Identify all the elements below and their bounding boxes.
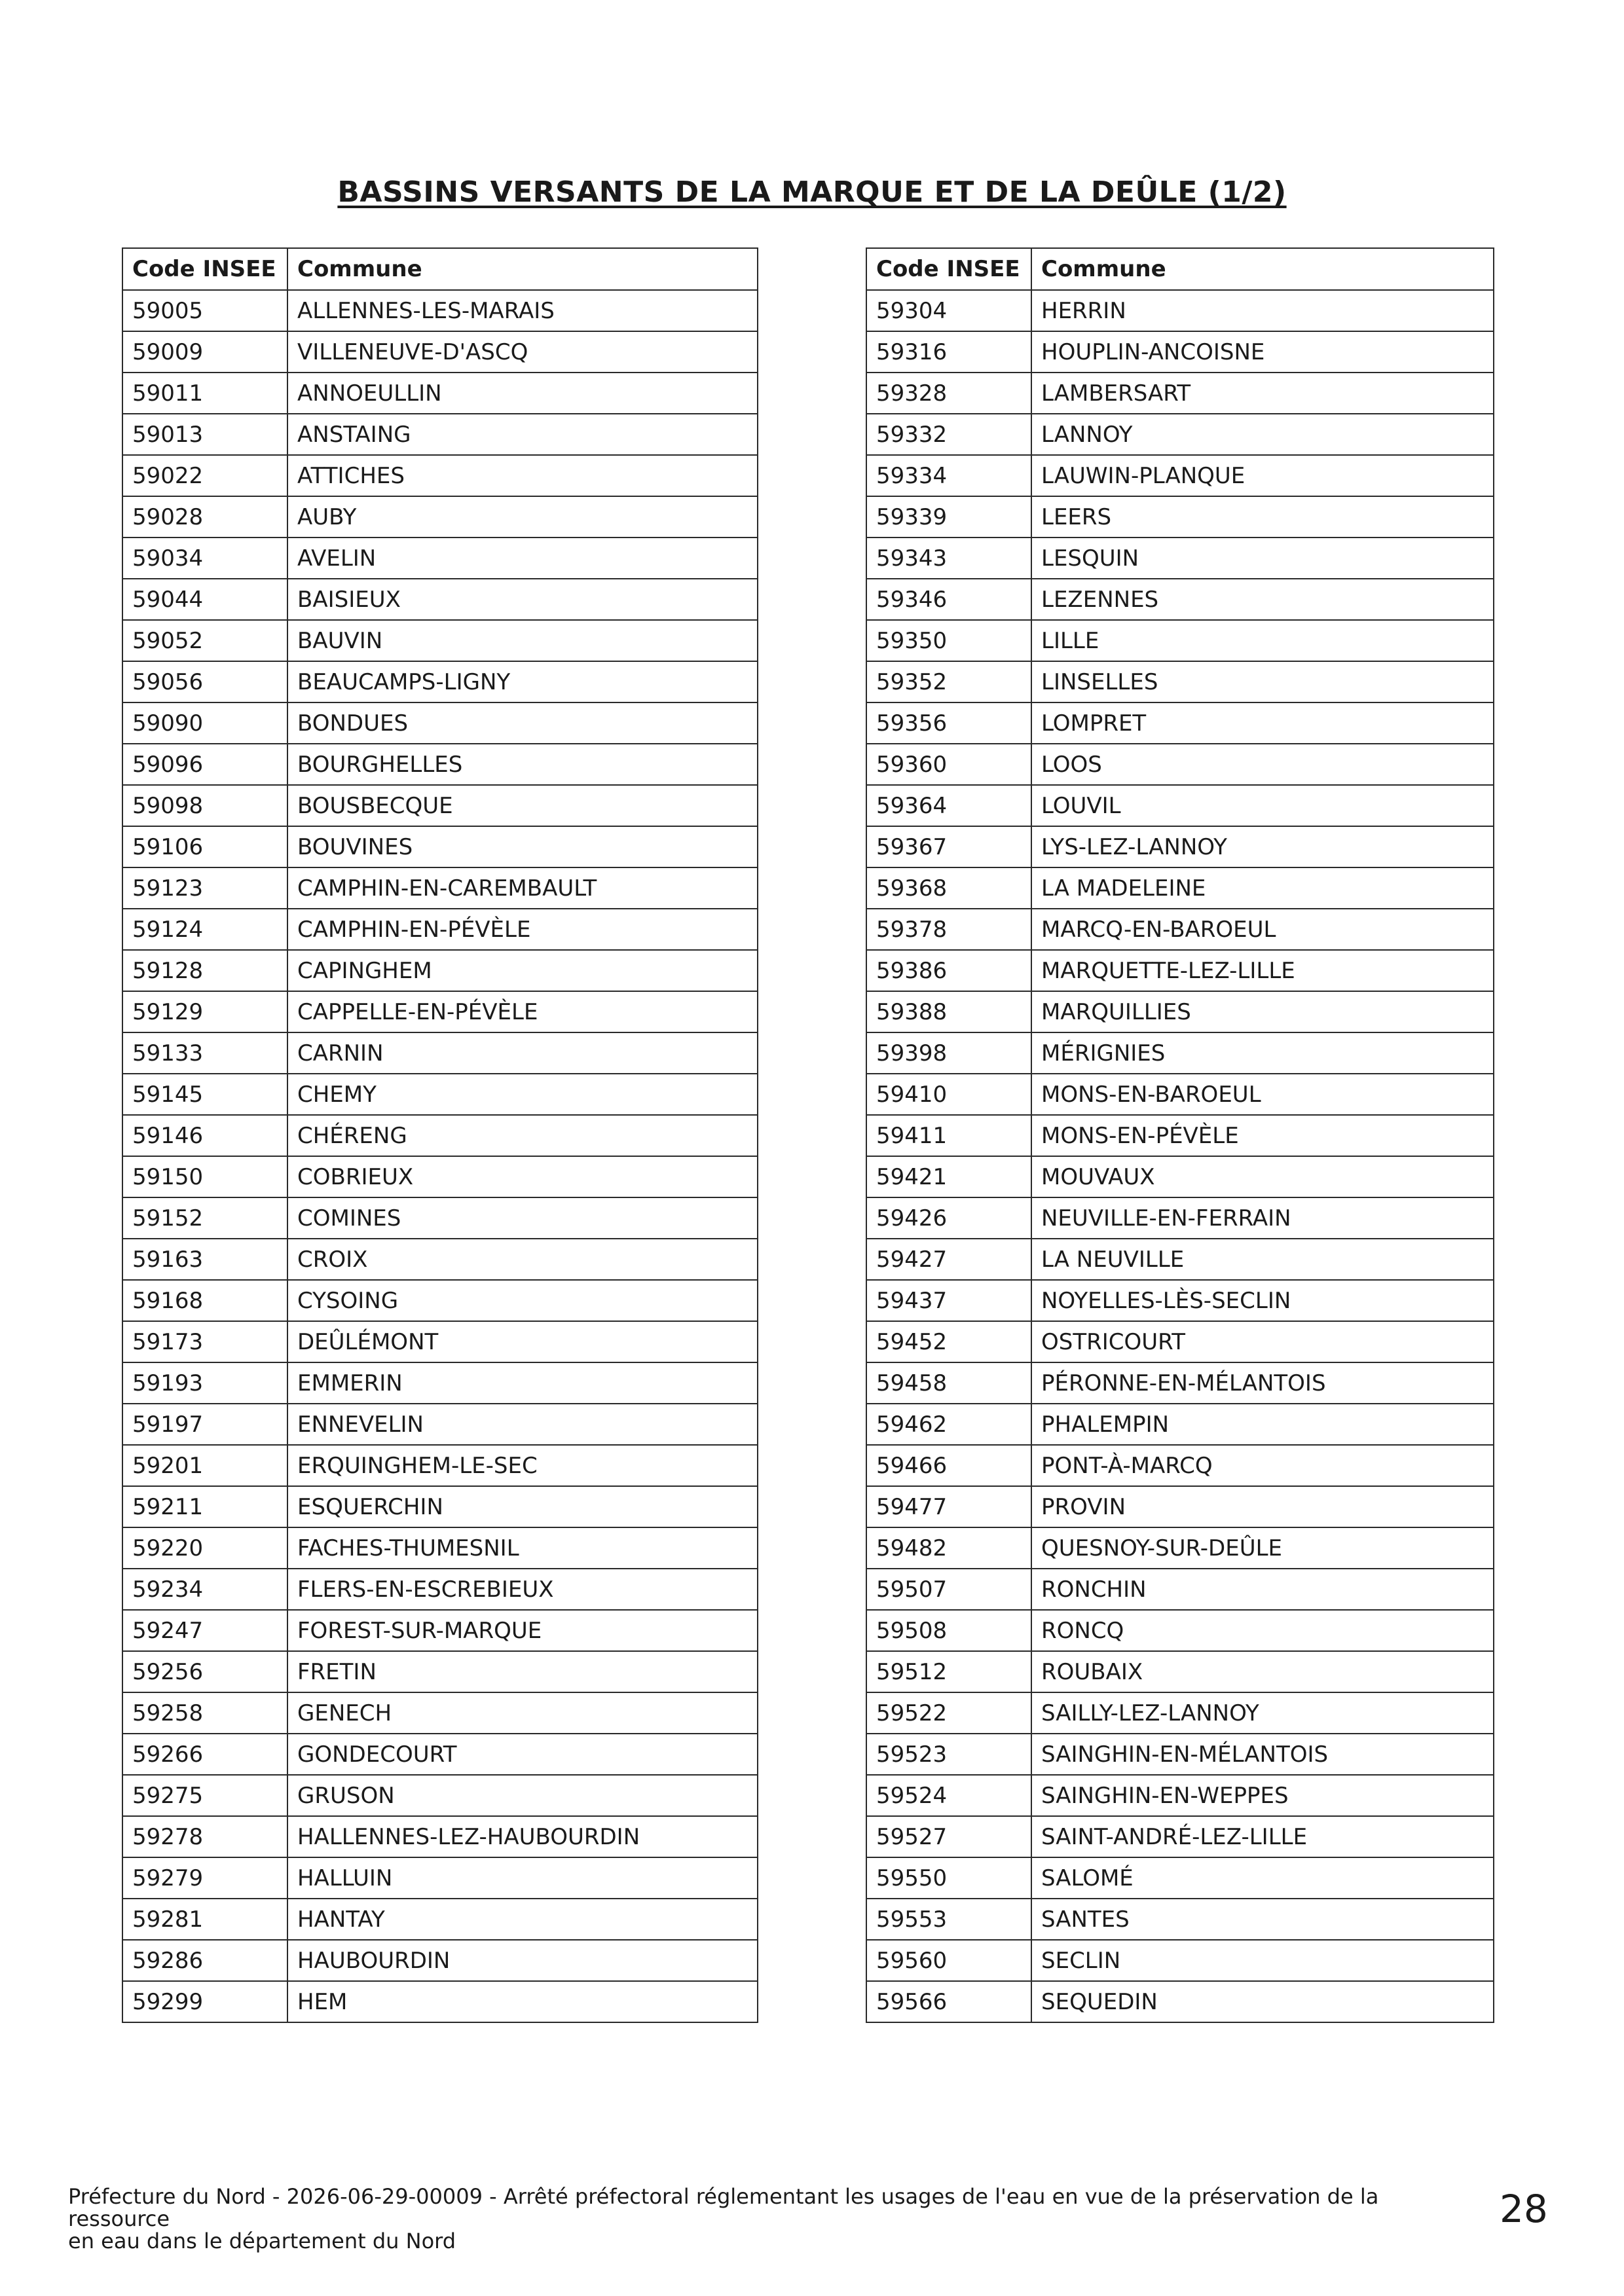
commune-name-cell: SEQUEDIN <box>1031 1981 1494 2022</box>
insee-code-cell: 59279 <box>122 1857 287 1899</box>
table-row <box>122 455 758 496</box>
commune-name-cell: HALLENNES-LEZ-HAUBOURDIN <box>287 1816 758 1857</box>
table-row <box>122 1074 758 1115</box>
table-row <box>866 661 1494 702</box>
insee-code-cell: 59334 <box>866 455 1031 496</box>
insee-code-cell: 59352 <box>866 661 1031 702</box>
commune-name-cell: HANTAY <box>287 1899 758 1940</box>
table-row <box>122 1156 758 1197</box>
table-row <box>866 290 1494 331</box>
commune-name-cell: FOREST-SUR-MARQUE <box>287 1610 758 1651</box>
commune-name-cell: MÉRIGNIES <box>1031 1032 1494 1074</box>
table-row <box>866 1734 1494 1775</box>
insee-code-cell: 59398 <box>866 1032 1031 1074</box>
insee-code-cell: 59550 <box>866 1857 1031 1899</box>
table-row <box>866 744 1494 785</box>
table-row <box>866 1362 1494 1404</box>
footer-line-2: en eau dans le département du Nord <box>68 2229 456 2253</box>
insee-code-cell: 59128 <box>122 950 287 991</box>
insee-code-cell: 59437 <box>866 1280 1031 1321</box>
insee-code-cell: 59527 <box>866 1816 1031 1857</box>
insee-code-cell: 59386 <box>866 950 1031 991</box>
insee-code-cell: 59197 <box>122 1404 287 1445</box>
insee-code-cell: 59316 <box>866 331 1031 373</box>
table-row <box>122 991 758 1032</box>
insee-code-cell: 59367 <box>866 826 1031 867</box>
table-row <box>866 909 1494 950</box>
table-row <box>122 1280 758 1321</box>
table-row <box>866 826 1494 867</box>
table-row <box>866 785 1494 826</box>
commune-name-cell: SAINGHIN-EN-MÉLANTOIS <box>1031 1734 1494 1775</box>
table-row <box>866 414 1494 455</box>
commune-name-cell: CAPINGHEM <box>287 950 758 991</box>
commune-name-cell: CAMPHIN-EN-PÉVÈLE <box>287 909 758 950</box>
insee-code-cell: 59256 <box>122 1651 287 1692</box>
table-row <box>866 702 1494 744</box>
table-row <box>122 620 758 661</box>
table-row <box>866 1569 1494 1610</box>
insee-code-cell: 59299 <box>122 1981 287 2022</box>
table-row <box>122 826 758 867</box>
table-row <box>866 455 1494 496</box>
insee-code-cell: 59421 <box>866 1156 1031 1197</box>
table-row <box>122 1981 758 2022</box>
commune-name-cell: PROVIN <box>1031 1486 1494 1527</box>
commune-name-cell: LAMBERSART <box>1031 373 1494 414</box>
commune-name-cell: SAILLY-LEZ-LANNOY <box>1031 1692 1494 1734</box>
table-row <box>866 1486 1494 1527</box>
communes-table-left <box>122 247 758 2023</box>
commune-name-cell: HALLUIN <box>287 1857 758 1899</box>
insee-code-cell: 59220 <box>122 1527 287 1569</box>
table-row <box>122 1651 758 1692</box>
commune-name-cell: PÉRONNE-EN-MÉLANTOIS <box>1031 1362 1494 1404</box>
commune-name-cell: AUBY <box>287 496 758 538</box>
table-row <box>122 702 758 744</box>
table-row <box>866 1857 1494 1899</box>
table-row <box>866 1610 1494 1651</box>
commune-name-cell: GENECH <box>287 1692 758 1734</box>
insee-code-cell: 59275 <box>122 1775 287 1816</box>
commune-name-cell: SAINT-ANDRÉ-LEZ-LILLE <box>1031 1816 1494 1857</box>
table-row <box>866 991 1494 1032</box>
commune-name-cell: OSTRICOURT <box>1031 1321 1494 1362</box>
insee-code-cell: 59234 <box>122 1569 287 1610</box>
insee-code-cell: 59090 <box>122 702 287 744</box>
insee-code-cell: 59098 <box>122 785 287 826</box>
commune-name-cell: QUESNOY-SUR-DEÛLE <box>1031 1527 1494 1569</box>
insee-code-cell: 59201 <box>122 1445 287 1486</box>
insee-code-cell: 59343 <box>866 538 1031 579</box>
table-row <box>122 950 758 991</box>
commune-name-cell: ALLENNES-LES-MARAIS <box>287 290 758 331</box>
commune-name-cell: LEERS <box>1031 496 1494 538</box>
table-row <box>122 331 758 373</box>
commune-name-cell: FLERS-EN-ESCREBIEUX <box>287 1569 758 1610</box>
insee-code-cell: 59458 <box>866 1362 1031 1404</box>
commune-name-cell: CROIX <box>287 1239 758 1280</box>
table-row <box>122 1321 758 1362</box>
insee-code-cell: 59328 <box>866 373 1031 414</box>
table-row <box>866 538 1494 579</box>
table-row <box>866 373 1494 414</box>
commune-name-cell: ESQUERCHIN <box>287 1486 758 1527</box>
table-row <box>866 1651 1494 1692</box>
table-row <box>122 538 758 579</box>
table-header-row <box>866 248 1494 290</box>
commune-name-cell: BEAUCAMPS-LIGNY <box>287 661 758 702</box>
commune-name-cell: ANNOEULLIN <box>287 373 758 414</box>
commune-name-cell: CHÉRENG <box>287 1115 758 1156</box>
table-row <box>122 1816 758 1857</box>
insee-code-cell: 59522 <box>866 1692 1031 1734</box>
insee-code-cell: 59560 <box>866 1940 1031 1981</box>
communes-table-left-body <box>122 290 758 2022</box>
table-row <box>122 1569 758 1610</box>
insee-code-cell: 59278 <box>122 1816 287 1857</box>
commune-name-cell: BOUSBECQUE <box>287 785 758 826</box>
commune-name-cell: HEM <box>287 1981 758 2022</box>
table-row <box>866 950 1494 991</box>
insee-code-cell: 59388 <box>866 991 1031 1032</box>
commune-name-cell: CYSOING <box>287 1280 758 1321</box>
table-row <box>866 331 1494 373</box>
table-row <box>122 1899 758 1940</box>
insee-code-cell: 59368 <box>866 867 1031 909</box>
insee-code-cell: 59150 <box>122 1156 287 1197</box>
insee-code-cell: 59044 <box>122 579 287 620</box>
commune-name-cell: ENNEVELIN <box>287 1404 758 1445</box>
insee-code-cell: 59426 <box>866 1197 1031 1239</box>
table-row <box>122 1734 758 1775</box>
table-row <box>122 744 758 785</box>
commune-name-cell: GRUSON <box>287 1775 758 1816</box>
commune-name-cell: COMINES <box>287 1197 758 1239</box>
table-row <box>122 1115 758 1156</box>
insee-code-cell: 59482 <box>866 1527 1031 1569</box>
table-row <box>866 867 1494 909</box>
table-row <box>866 1899 1494 1940</box>
commune-name-cell: LEZENNES <box>1031 579 1494 620</box>
table-row <box>122 1527 758 1569</box>
insee-code-cell: 59145 <box>122 1074 287 1115</box>
insee-code-cell: 59304 <box>866 290 1031 331</box>
commune-name-cell: LOMPRET <box>1031 702 1494 744</box>
table-row <box>122 867 758 909</box>
commune-name-cell: MOUVAUX <box>1031 1156 1494 1197</box>
insee-code-cell: 59258 <box>122 1692 287 1734</box>
insee-code-cell: 59034 <box>122 538 287 579</box>
commune-name-cell: LAUWIN-PLANQUE <box>1031 455 1494 496</box>
insee-code-cell: 59173 <box>122 1321 287 1362</box>
table-row <box>866 620 1494 661</box>
insee-code-cell: 59427 <box>866 1239 1031 1280</box>
commune-name-cell: PONT-À-MARCQ <box>1031 1445 1494 1486</box>
column-header-code: Code INSEE <box>122 248 287 290</box>
page-footer <box>68 2185 1430 2252</box>
insee-code-cell: 59452 <box>866 1321 1031 1362</box>
commune-name-cell: SALOMÉ <box>1031 1857 1494 1899</box>
commune-name-cell: CARNIN <box>287 1032 758 1074</box>
commune-name-cell: HAUBOURDIN <box>287 1940 758 1981</box>
commune-name-cell: AVELIN <box>287 538 758 579</box>
commune-name-cell: HOUPLIN-ANCOISNE <box>1031 331 1494 373</box>
table-row <box>866 1156 1494 1197</box>
commune-name-cell: MARCQ-EN-BAROEUL <box>1031 909 1494 950</box>
commune-name-cell: LINSELLES <box>1031 661 1494 702</box>
table-row <box>122 1404 758 1445</box>
commune-name-cell: SANTES <box>1031 1899 1494 1940</box>
insee-code-cell: 59356 <box>866 702 1031 744</box>
table-row <box>866 1940 1494 1981</box>
insee-code-cell: 59507 <box>866 1569 1031 1610</box>
insee-code-cell: 59266 <box>122 1734 287 1775</box>
commune-name-cell: SECLIN <box>1031 1940 1494 1981</box>
table-row <box>866 1032 1494 1074</box>
table-row <box>866 1692 1494 1734</box>
table-row <box>866 1775 1494 1816</box>
commune-name-cell: BAUVIN <box>287 620 758 661</box>
table-row <box>122 1857 758 1899</box>
commune-name-cell: LOOS <box>1031 744 1494 785</box>
insee-code-cell: 59028 <box>122 496 287 538</box>
insee-code-cell: 59146 <box>122 1115 287 1156</box>
table-header-row <box>122 248 758 290</box>
insee-code-cell: 59005 <box>122 290 287 331</box>
commune-name-cell: GONDECOURT <box>287 1734 758 1775</box>
insee-code-cell: 59524 <box>866 1775 1031 1816</box>
commune-name-cell: LOUVIL <box>1031 785 1494 826</box>
table-row <box>866 1074 1494 1115</box>
table-row <box>866 1981 1494 2022</box>
table-row <box>122 373 758 414</box>
table-row <box>866 1445 1494 1486</box>
insee-code-cell: 59152 <box>122 1197 287 1239</box>
insee-code-cell: 59123 <box>122 867 287 909</box>
communes-table-right <box>866 247 1494 2023</box>
insee-code-cell: 59364 <box>866 785 1031 826</box>
commune-name-cell: BOURGHELLES <box>287 744 758 785</box>
commune-name-cell: BAISIEUX <box>287 579 758 620</box>
table-row <box>122 579 758 620</box>
insee-code-cell: 59129 <box>122 991 287 1032</box>
insee-code-cell: 59056 <box>122 661 287 702</box>
insee-code-cell: 59286 <box>122 1940 287 1981</box>
commune-name-cell: NEUVILLE-EN-FERRAIN <box>1031 1197 1494 1239</box>
commune-name-cell: LILLE <box>1031 620 1494 661</box>
table-row <box>122 1610 758 1651</box>
footer-line-1: Préfecture du Nord - 2026-06-29-00009 - Arrêté préfectoral réglementant les usages de l'eau en vue de la préservation de la ressource <box>68 2184 1379 2231</box>
commune-name-cell: BONDUES <box>287 702 758 744</box>
insee-code-cell: 59106 <box>122 826 287 867</box>
table-row <box>122 909 758 950</box>
insee-code-cell: 59346 <box>866 579 1031 620</box>
insee-code-cell: 59477 <box>866 1486 1031 1527</box>
commune-name-cell: FACHES-THUMESNIL <box>287 1527 758 1569</box>
table-row <box>122 661 758 702</box>
insee-code-cell: 59566 <box>866 1981 1031 2022</box>
table-row <box>122 1362 758 1404</box>
commune-name-cell: ANSTAING <box>287 414 758 455</box>
insee-code-cell: 59523 <box>866 1734 1031 1775</box>
commune-name-cell: ATTICHES <box>287 455 758 496</box>
table-row <box>866 1321 1494 1362</box>
table-row <box>866 579 1494 620</box>
table-row <box>122 414 758 455</box>
insee-code-cell: 59211 <box>122 1486 287 1527</box>
insee-code-cell: 59052 <box>122 620 287 661</box>
table-row <box>866 1239 1494 1280</box>
table-row <box>122 290 758 331</box>
insee-code-cell: 59508 <box>866 1610 1031 1651</box>
table-row <box>866 1115 1494 1156</box>
column-header-commune: Commune <box>1031 248 1494 290</box>
commune-name-cell: BOUVINES <box>287 826 758 867</box>
column-header-commune: Commune <box>287 248 758 290</box>
table-row <box>866 496 1494 538</box>
insee-code-cell: 59378 <box>866 909 1031 950</box>
insee-code-cell: 59339 <box>866 496 1031 538</box>
commune-name-cell: LANNOY <box>1031 414 1494 455</box>
commune-name-cell: SAINGHIN-EN-WEPPES <box>1031 1775 1494 1816</box>
insee-code-cell: 59553 <box>866 1899 1031 1940</box>
insee-code-cell: 59193 <box>122 1362 287 1404</box>
commune-name-cell: DEÛLÉMONT <box>287 1321 758 1362</box>
table-row <box>866 1404 1494 1445</box>
commune-name-cell: PHALEMPIN <box>1031 1404 1494 1445</box>
insee-code-cell: 59350 <box>866 620 1031 661</box>
commune-name-cell: MARQUETTE-LEZ-LILLE <box>1031 950 1494 991</box>
commune-name-cell: HERRIN <box>1031 290 1494 331</box>
insee-code-cell: 59168 <box>122 1280 287 1321</box>
insee-code-cell: 59013 <box>122 414 287 455</box>
commune-name-cell: EMMERIN <box>287 1362 758 1404</box>
page-title: BASSINS VERSANTS DE LA MARQUE ET DE LA DEÛLE (1/2) <box>337 175 1287 209</box>
table-row <box>866 1280 1494 1321</box>
insee-code-cell: 59512 <box>866 1651 1031 1692</box>
table-row <box>866 1527 1494 1569</box>
insee-code-cell: 59163 <box>122 1239 287 1280</box>
table-row <box>866 1816 1494 1857</box>
commune-name-cell: FRETIN <box>287 1651 758 1692</box>
insee-code-cell: 59022 <box>122 455 287 496</box>
commune-name-cell: ROUBAIX <box>1031 1651 1494 1692</box>
insee-code-cell: 59360 <box>866 744 1031 785</box>
table-row <box>122 1445 758 1486</box>
insee-code-cell: 59009 <box>122 331 287 373</box>
insee-code-cell: 59096 <box>122 744 287 785</box>
page-number: 28 <box>1500 2187 1548 2231</box>
commune-name-cell: CAPPELLE-EN-PÉVÈLE <box>287 991 758 1032</box>
insee-code-cell: 59124 <box>122 909 287 950</box>
insee-code-cell: 59466 <box>866 1445 1031 1486</box>
commune-name-cell: MONS-EN-PÉVÈLE <box>1031 1115 1494 1156</box>
table-row <box>122 1486 758 1527</box>
insee-code-cell: 59247 <box>122 1610 287 1651</box>
commune-name-cell: NOYELLES-LÈS-SECLIN <box>1031 1280 1494 1321</box>
insee-code-cell: 59281 <box>122 1899 287 1940</box>
table-row <box>122 1239 758 1280</box>
table-row <box>122 1197 758 1239</box>
commune-name-cell: VILLENEUVE-D'ASCQ <box>287 331 758 373</box>
commune-name-cell: COBRIEUX <box>287 1156 758 1197</box>
commune-name-cell: RONCQ <box>1031 1610 1494 1651</box>
commune-name-cell: LA NEUVILLE <box>1031 1239 1494 1280</box>
commune-name-cell: CHEMY <box>287 1074 758 1115</box>
commune-name-cell: CAMPHIN-EN-CAREMBAULT <box>287 867 758 909</box>
table-row <box>866 1197 1494 1239</box>
commune-name-cell: MARQUILLIES <box>1031 991 1494 1032</box>
insee-code-cell: 59011 <box>122 373 287 414</box>
commune-name-cell: LESQUIN <box>1031 538 1494 579</box>
insee-code-cell: 59133 <box>122 1032 287 1074</box>
commune-name-cell: LA MADELEINE <box>1031 867 1494 909</box>
communes-table-right-body <box>866 290 1494 2022</box>
table-row <box>122 496 758 538</box>
table-row <box>122 1940 758 1981</box>
commune-name-cell: LYS-LEZ-LANNOY <box>1031 826 1494 867</box>
insee-code-cell: 59332 <box>866 414 1031 455</box>
insee-code-cell: 59411 <box>866 1115 1031 1156</box>
table-row <box>122 1692 758 1734</box>
commune-name-cell: MONS-EN-BAROEUL <box>1031 1074 1494 1115</box>
table-row <box>122 1775 758 1816</box>
commune-name-cell: RONCHIN <box>1031 1569 1494 1610</box>
insee-code-cell: 59410 <box>866 1074 1031 1115</box>
column-header-code: Code INSEE <box>866 248 1031 290</box>
insee-code-cell: 59462 <box>866 1404 1031 1445</box>
table-row <box>122 785 758 826</box>
commune-name-cell: ERQUINGHEM-LE-SEC <box>287 1445 758 1486</box>
table-row <box>122 1032 758 1074</box>
